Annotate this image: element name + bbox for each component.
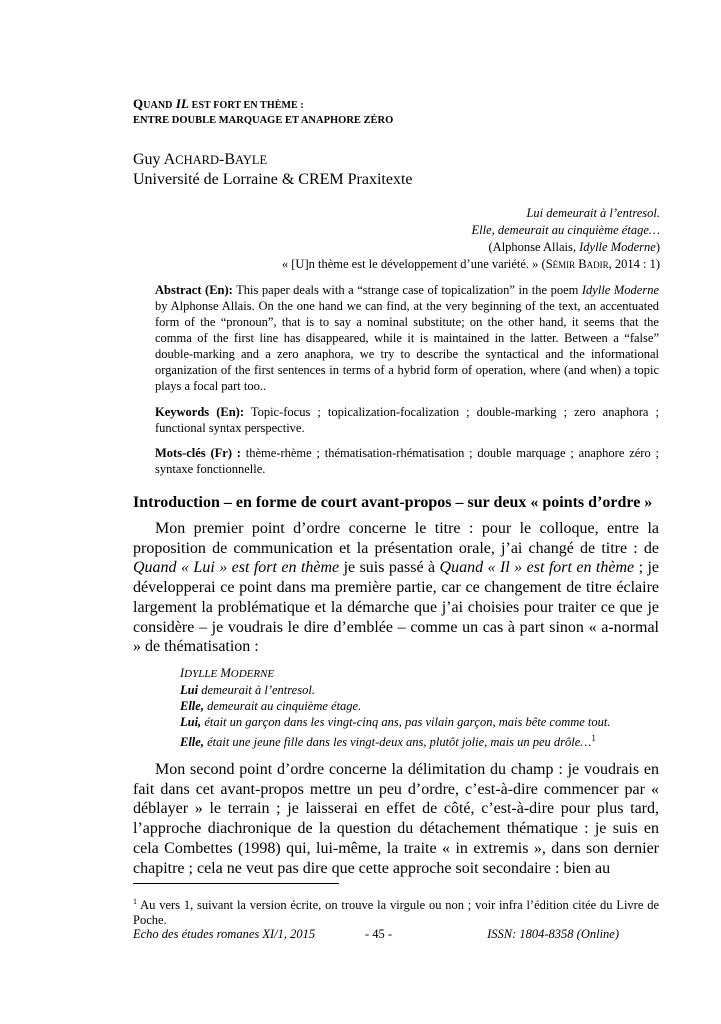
poem-line-3: Lui, était un garçon dans les vingt-cinq ans, pas vilain garçon, mais bête comme tout. — [180, 715, 611, 729]
body-paragraph-1: Mon premier point d’ordre concerne le titre : pour le colloque, entre la proposition de communication et la présentation orale, j’ai changé de titre : de Quand « Lui » est fort en thème je suis passé à Quand « Il » est fort en thème ; je développerai ce point dans ma première partie, car ce changement de titre éclaire largement la problématique et la démarche que j’ai choisies pour traiter ce que je considère – je voudrais le dire d’emblée – comme un cas à part sinon « a-normal » de thématisation : — [133, 520, 660, 656]
page-footer — [133, 927, 659, 943]
poem-line-1: Lui demeurait à l’entresol. — [180, 683, 315, 697]
poem-quotation — [180, 665, 611, 750]
article-title-line-1: QUAND IL EST FORT EN THÈME : — [133, 96, 304, 111]
epigraph-line-2: Elle, demeurait au cinquième étage… — [471, 223, 660, 237]
epigraph-line-1: Lui demeurait à l’entresol. — [526, 206, 660, 220]
footnote-reference[interactable]: 1 — [591, 733, 596, 743]
author-name: Guy ACHARD-BAYLE — [133, 151, 268, 168]
footnote-number: 1 — [133, 897, 137, 906]
footer-issn: ISSN: 1804-8358 (Online) — [487, 927, 619, 941]
keywords-label: Keywords (En): — [155, 405, 244, 419]
footnote-divider — [133, 883, 339, 884]
abstract-label: Abstract (En): — [155, 283, 233, 297]
author-affiliation: Université de Lorraine & CREM Praxitexte — [133, 171, 413, 188]
keywords-en: Keywords (En): Topic-focus ; topicalization-focalization ; double-marking ; zero anaphora ; functional syntax perspective. — [155, 405, 659, 435]
keywords-fr: Mots-clés (Fr) : thème-rhème ; thématisation-rhématisation ; double marquage ; anaphore zéro ; syntaxe fonctionnelle. — [155, 446, 659, 476]
author-block — [133, 150, 412, 190]
abstract-en: Abstract (En): This paper deals with a “strange case of topicalization” in the poem Idylle Moderne by Alphonse Allais. On the one hand we can find, at the very beginning of the text, an accentuated form of the “pronoun”, that is to say a nominal substitute; on the other hand, it seems that the comma of the first line has disappeared, while it is maintained in the latter. Between a “false” double-marking and a zero anaphora, we try to describe the syntactical and the informational organization of the first sentences in terms of a hybrid form of operation, where (and when) a topic plays a focal part too.. — [155, 283, 660, 393]
article-title-line-2: ENTRE DOUBLE MARQUAGE ET ANAPHORE ZÉRO — [133, 115, 394, 126]
epigraph — [282, 205, 660, 273]
footer-journal: Echo des études romanes XI/1, 2015 — [133, 927, 316, 941]
poem-title: IDYLLE MODERNE — [180, 666, 275, 680]
epigraph-source-1: (Alphonse Allais, Idylle Moderne) — [488, 240, 660, 254]
footnote: $^1$ Au vers 1, suivant la version écrite, on trouve la virgule ou non ; voir infra l’édition citée du Livre de Poche. — [133, 897, 659, 928]
epigraph-line-4: « [U]n thème est le développement d’une variété. » (Sémir Badir, 2014 : 1) — [281, 257, 660, 271]
footer-page-number: - 45 - — [365, 927, 393, 941]
poem-line-2: Elle, demeurait au cinquième étage. — [180, 699, 362, 713]
motscles-label: Mots-clés (Fr) : — [155, 446, 241, 460]
section-heading: Introduction – en forme de court avant-propos – sur deux « points d’ordre » — [133, 494, 653, 511]
poem-line-4: Elle, était une jeune fille dans les vingt-deux ans, plutôt jolie, mais un peu drôle…$^1$ — [180, 733, 596, 750]
body-paragraph-2: Mon second point d’ordre concerne la délimitation du champ : je voudrais en fait dans cet avant-propos mettre un peu d’ordre, c’est-à-dire commencer par « déblayer » le terrain ; je laisserai en effet de côté, c’est-à-dire pour plus tard, l’approche diachronique de la question du détachement thématique : je suis en cela Combettes (1998) qui, lui-même, la traite « in extremis », dans son dernier chapitre ; cela ne veut pas dire que cette approche soit secondaire : bien au — [133, 761, 659, 877]
